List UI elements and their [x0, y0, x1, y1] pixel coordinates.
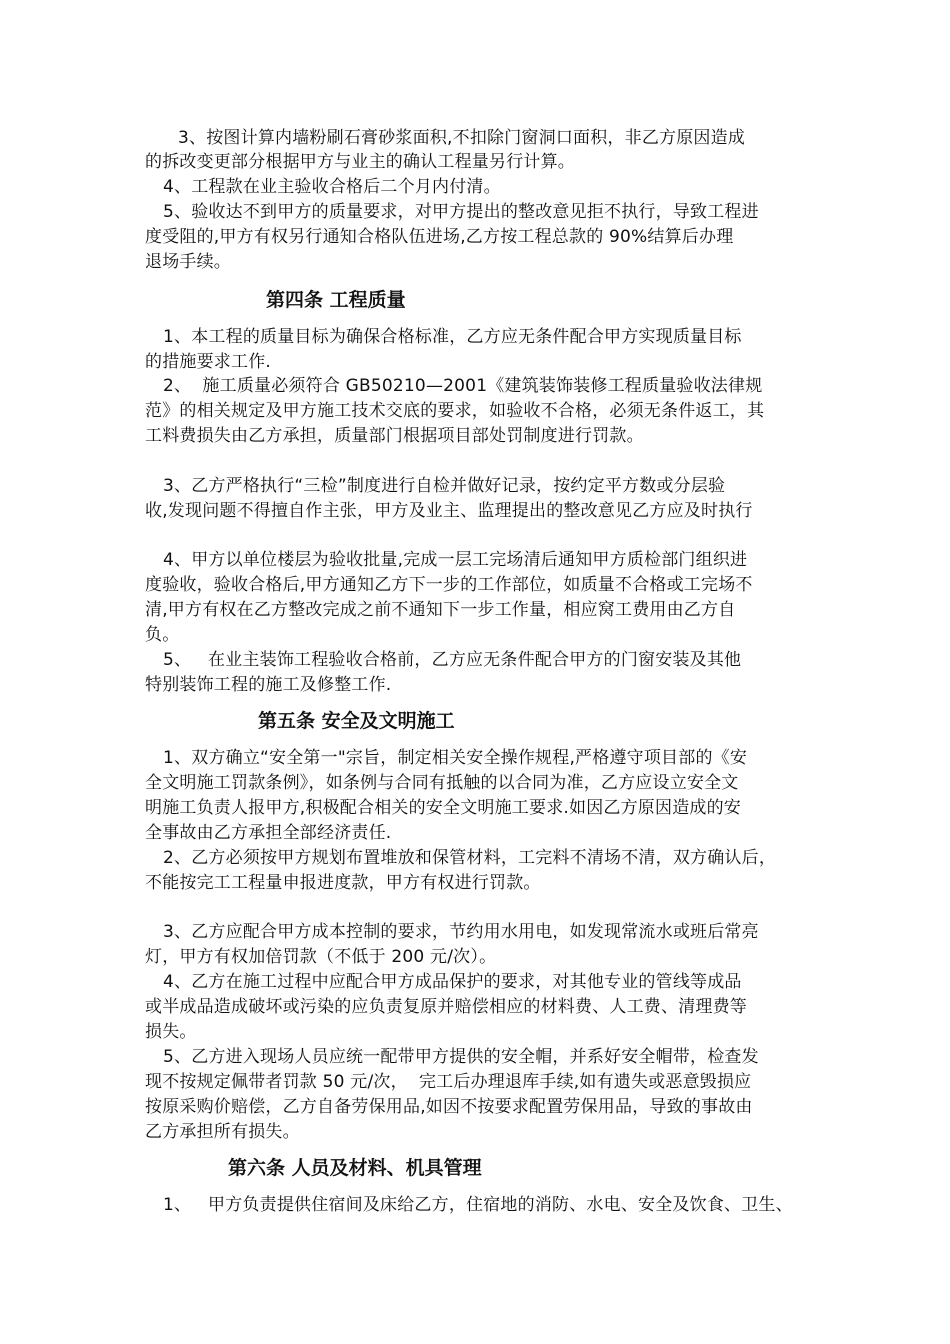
text-line: 度受阻的,甲方有权另行通知合格队伍进场,乙方按工程总款的 90%结算后办理 [145, 227, 734, 247]
text-line: 范》的相关规定及甲方施工技术交底的要求，如验收不合格，必须无条件返工，其 [145, 401, 765, 421]
section-heading: 第四条 工程质量 [266, 289, 406, 311]
text-line: 5、 在业主装饰工程验收合格前，乙方应无条件配合甲方的门窗安装及其他 [163, 650, 742, 670]
text-line: 按原采购价赔偿，乙方自备劳保用品,如因不按要求配置劳保用品，导致的事故由 [145, 1097, 753, 1117]
text-line: 3、乙方严格执行“三检”制度进行自检并做好记录，按约定平方数或分层验 [163, 476, 726, 496]
text-line: 特别装饰工程的施工及修整工作. [145, 675, 392, 695]
text-line: 5、乙方进入现场人员应统一配带甲方提供的安全帽，并系好安全帽带，检查发 [163, 1047, 759, 1067]
text-line: 3、乙方应配合甲方成本控制的要求，节约用水用电，如发现常流水或班后常亮 [163, 922, 759, 942]
text-line: 4、甲方以单位楼层为验收批量,完成一层工完场清后通知甲方质检部门组织进 [163, 550, 748, 570]
text-line: 5、验收达不到甲方的质量要求，对甲方提出的整改意见拒不执行，导致工程进 [163, 202, 759, 222]
text-line: 工料费损失由乙方承担，质量部门根据项目部处罚制度进行罚款。 [145, 426, 644, 446]
text-line: 或半成品造成破坏或污染的应负责复原并赔偿相应的材料费、人工费、清理费等 [145, 997, 747, 1017]
text-line: 明施工负责人报甲方,积极配合相关的安全文明施工要求.如因乙方原因造成的安 [145, 798, 742, 818]
text-line: 4、乙方在施工过程中应配合甲方成品保护的要求，对其他专业的管线等成品 [163, 972, 742, 992]
text-line: 收,发现问题不得擅自作主张，甲方及业主、监理提出的整改意见乙方应及时执行 [145, 501, 753, 521]
text-line: 乙方承担所有损失。 [145, 1122, 300, 1142]
text-line: 1、 甲方负责提供住宿间及床给乙方，住宿地的消防、水电、安全及饮食、卫生、 [163, 1195, 793, 1215]
text-line: 的拆改变更部分根据甲方与业主的确认工程量另行计算。 [145, 152, 575, 172]
section-heading: 第五条 安全及文明施工 [258, 710, 455, 732]
text-line: 2、 施工质量必须符合 GB50210—2001《建筑装饰装修工程质量验收法律规 [163, 376, 763, 396]
text-line: 清,甲方有权在乙方整改完成之前不通知下一步工作量，相应窝工费用由乙方自 [145, 600, 736, 620]
text-line: 现不按规定佩带者罚款 50 元/次， 完工后办理退库手续,如有遗失或恶意毁损应 [145, 1072, 752, 1092]
text-line: 2、乙方必须按甲方规划布置堆放和保管材料，工完料不清场不清，双方确认后， [163, 848, 777, 868]
text-line: 4、工程款在业主验收合格后二个月内付清。 [163, 177, 501, 197]
text-line: 不能按完工工程量申报进度款，甲方有权进行罚款。 [145, 873, 541, 893]
text-line: 全事故由乙方承担全部经济责任. [145, 823, 392, 843]
text-line: 全文明施工罚款条例》，如条例与合同有抵触的以合同为准，乙方应设立安全文 [145, 773, 739, 793]
text-line: 负。 [145, 625, 180, 645]
text-line: 1、双方确立“安全第一"宗旨，制定相关安全操作规程,严格遵守项目部的《安 [163, 748, 748, 768]
section-heading: 第六条 人员及材料、机具管理 [228, 1157, 482, 1179]
text-line: 度验收，验收合格后,甲方通知乙方下一步的工作部位，如质量不合格或工完场不 [145, 575, 753, 595]
text-line: 3、按图计算内墙粉刷石膏砂浆面积,不扣除门窗洞口面积，非乙方原因造成 [178, 128, 746, 148]
text-line: 损失。 [145, 1022, 197, 1042]
text-line: 的措施要求工作. [145, 352, 272, 372]
text-line: 退场手续。 [145, 252, 231, 272]
text-line: 1、本工程的质量目标为确保合格标准，乙方应无条件配合甲方实现质量目标 [163, 327, 742, 347]
text-line: 灯，甲方有权加倍罚款（不低于 200 元/次）。 [145, 947, 497, 967]
